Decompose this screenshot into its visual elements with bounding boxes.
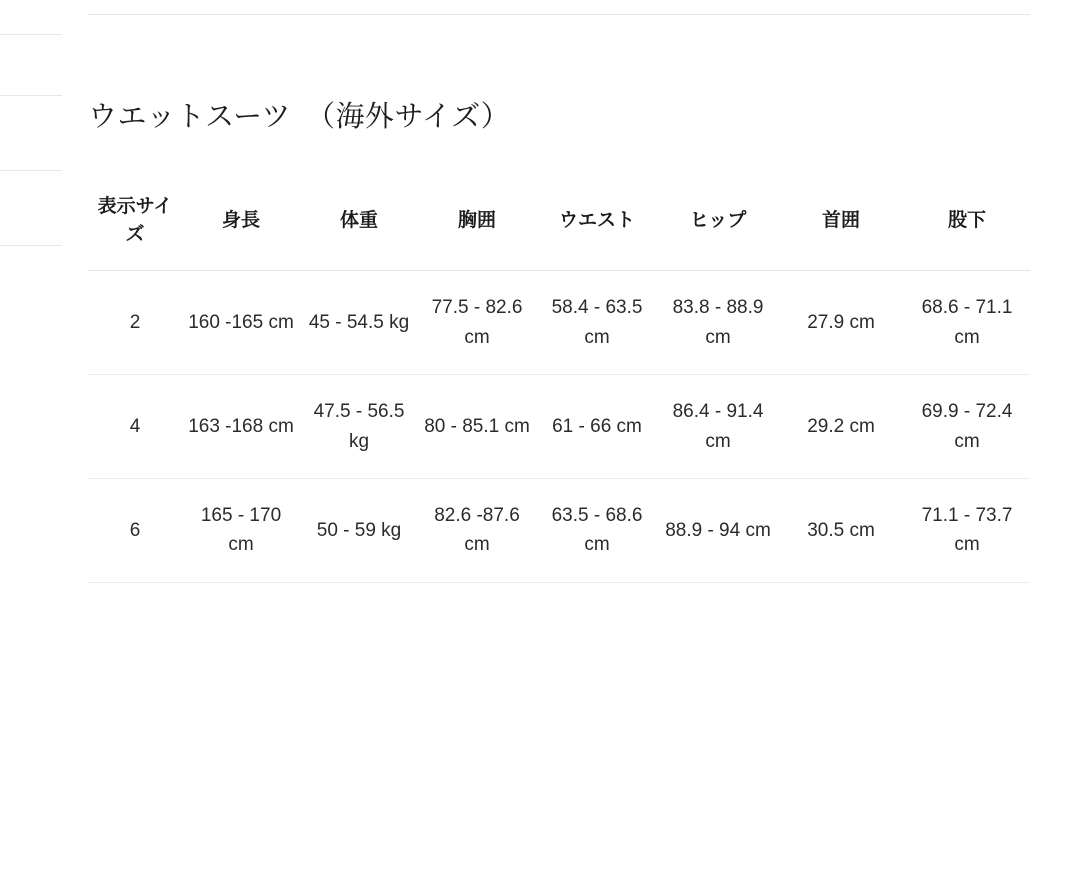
cell-inseam: 69.9 - 72.4 cm bbox=[904, 375, 1030, 479]
column-header-hip: ヒップ bbox=[658, 183, 778, 271]
cell-waist: 63.5 - 68.6 cm bbox=[536, 478, 658, 582]
size-chart-section bbox=[88, 0, 1030, 583]
column-header-size: 表示サイズ bbox=[88, 183, 182, 271]
cell-height: 163 -168 cm bbox=[182, 375, 300, 479]
cell-neck: 30.5 cm bbox=[778, 478, 904, 582]
margin-rule-2 bbox=[0, 95, 62, 96]
table-header-row bbox=[88, 183, 1030, 271]
cell-hip: 88.9 - 94 cm bbox=[658, 478, 778, 582]
table-row bbox=[88, 375, 1030, 479]
cell-weight: 47.5 - 56.5 kg bbox=[300, 375, 418, 479]
margin-rule-3 bbox=[0, 170, 62, 171]
column-header-weight: 体重 bbox=[300, 183, 418, 271]
margin-rule-4 bbox=[0, 245, 62, 246]
cell-inseam: 68.6 - 71.1 cm bbox=[904, 271, 1030, 375]
cell-chest: 82.6 -87.6 cm bbox=[418, 478, 536, 582]
page-margin-rules bbox=[0, 0, 62, 876]
cell-size: 6 bbox=[88, 478, 182, 582]
cell-neck: 29.2 cm bbox=[778, 375, 904, 479]
margin-rule-1 bbox=[0, 34, 62, 35]
column-header-chest: 胸囲 bbox=[418, 183, 536, 271]
cell-waist: 61 - 66 cm bbox=[536, 375, 658, 479]
column-header-inseam: 股下 bbox=[904, 183, 1030, 271]
table-row bbox=[88, 271, 1030, 375]
cell-chest: 80 - 85.1 cm bbox=[418, 375, 536, 479]
cell-height: 165 - 170 cm bbox=[182, 478, 300, 582]
cell-size: 4 bbox=[88, 375, 182, 479]
cell-neck: 27.9 cm bbox=[778, 271, 904, 375]
cell-weight: 50 - 59 kg bbox=[300, 478, 418, 582]
page-title: ウエットスーツ （海外サイズ） bbox=[88, 101, 511, 133]
cell-inseam: 71.1 - 73.7 cm bbox=[904, 478, 1030, 582]
cell-weight: 45 - 54.5 kg bbox=[300, 271, 418, 375]
cell-size: 2 bbox=[88, 271, 182, 375]
cell-hip: 86.4 - 91.4 cm bbox=[658, 375, 778, 479]
column-header-neck: 首囲 bbox=[778, 183, 904, 271]
size-chart-table bbox=[88, 183, 1030, 583]
column-header-waist: ウエスト bbox=[536, 183, 658, 271]
table-row bbox=[88, 478, 1030, 582]
cell-chest: 77.5 - 82.6 cm bbox=[418, 271, 536, 375]
cell-waist: 58.4 - 63.5 cm bbox=[536, 271, 658, 375]
column-header-height: 身長 bbox=[182, 183, 300, 271]
cell-hip: 83.8 - 88.9 cm bbox=[658, 271, 778, 375]
cell-height: 160 -165 cm bbox=[182, 271, 300, 375]
